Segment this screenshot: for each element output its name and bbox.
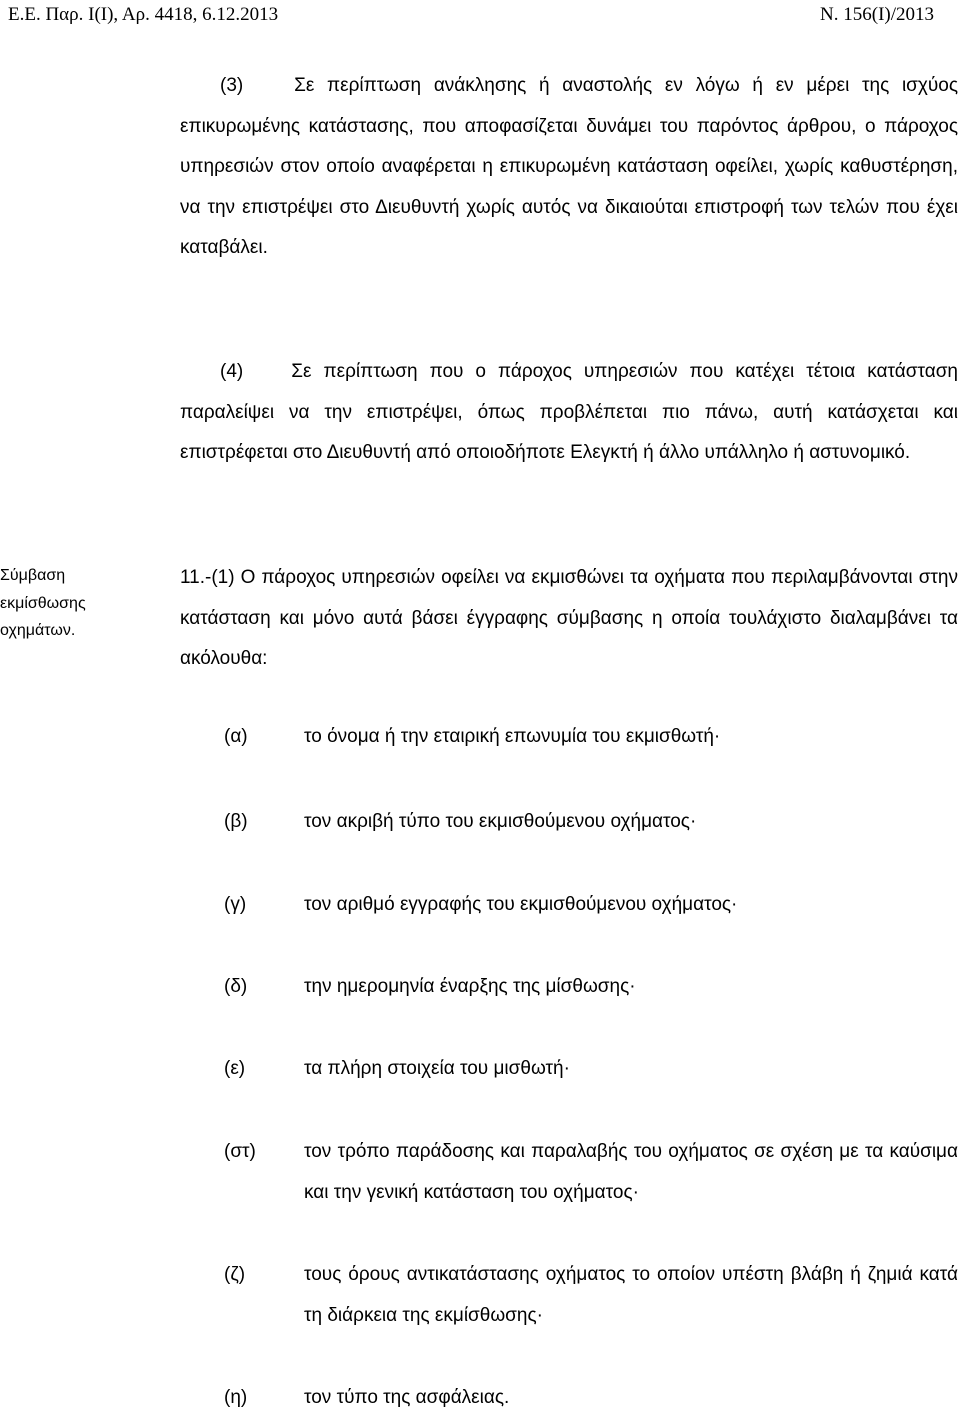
list-item-text: τα πλήρη στοιχεία του μισθωτή· xyxy=(304,1058,570,1079)
list-item-label: (γ) xyxy=(224,894,247,915)
page-header xyxy=(0,2,960,28)
paragraph-4: (4) Σε περίπτωση που ο πάροχος υπηρεσιών που κατέχει τέτοια κατάσταση παραλείψει να την επιστρέψει, όπως προβλέπεται πιο πάνω, αυτή κατάσχεται και επιστρέφεται στο Διευθυντή από οποιοδήποτε Ελεγκτή ή άλλο υπάλληλο ή αστυνομικό. xyxy=(180,361,958,464)
list-item-label: (ζ) xyxy=(224,1264,246,1285)
list-item-label: (α) xyxy=(224,726,248,747)
list-item-label: (δ) xyxy=(224,976,248,997)
section-11-paragraph: 11.-(1) Ο πάροχος υπηρεσιών οφείλει να εκμισθώνει τα οχήματα που περιλαμβάνονται στην κατάσταση και μόνο αυτά βάσει έγγραφης σύμβασης η οποία τουλάχιστο διαλαμβάνει τα ακόλουθα: xyxy=(180,567,958,670)
list-item-text: τον αριθμό εγγραφής του εκμισθούμενου οχήματος· xyxy=(304,894,738,915)
list-item-label: (η) xyxy=(224,1387,248,1408)
list-item-text: το όνομα ή την εταιρική επωνυμία του εκμισθωτή· xyxy=(304,726,721,747)
list-item-label: (β) xyxy=(224,811,248,832)
paragraph-3: (3) Σε περίπτωση ανάκλησης ή αναστολής εν λόγω ή εν μέρει της ισχύος επικυρωμένης κατάστασης, που αποφασίζεται δυνάμει του παρόντος άρθρου, ο πάροχος υπηρεσιών στον οποίο αναφέρεται η επικυρωμένη κατάσταση οφείλει, χωρίς καθυστέρηση, να την επιστρέψει στο Διευθυντή χωρίς αυτός να δικαιούται επιστροφή των τελών που έχει καταβάλει. xyxy=(180,75,958,259)
margin-note: Σύμβαση εκμίσθωσης οχημάτων. xyxy=(0,567,86,639)
list-item-label: (στ) xyxy=(224,1141,256,1162)
law-number: Ν. 156(Ι)/2013 xyxy=(820,4,934,25)
list-item-text: τους όρους αντικατάστασης οχήματος το οποίον υπέστη βλάβη ή ζημιά κατά τη διάρκεια της εκμίσθωσης· xyxy=(304,1264,958,1326)
list-item-label: (ε) xyxy=(224,1058,246,1079)
gazette-reference: Ε.Ε. Παρ. Ι(Ι), Αρ. 4418, 6.12.2013 xyxy=(8,4,279,25)
list-item-text: τον τύπο της ασφάλειας. xyxy=(304,1387,510,1408)
list-item-text: τον ακριβή τύπο του εκμισθούμενου οχήματος· xyxy=(304,811,697,832)
list-item-text: τον τρόπο παράδοσης και παραλαβής του οχήματος σε σχέση με τα καύσιμα και την γενική κατάσταση του οχήματος· xyxy=(304,1141,958,1203)
list-item-text: την ημερομηνία έναρξης της μίσθωσης· xyxy=(304,976,636,997)
